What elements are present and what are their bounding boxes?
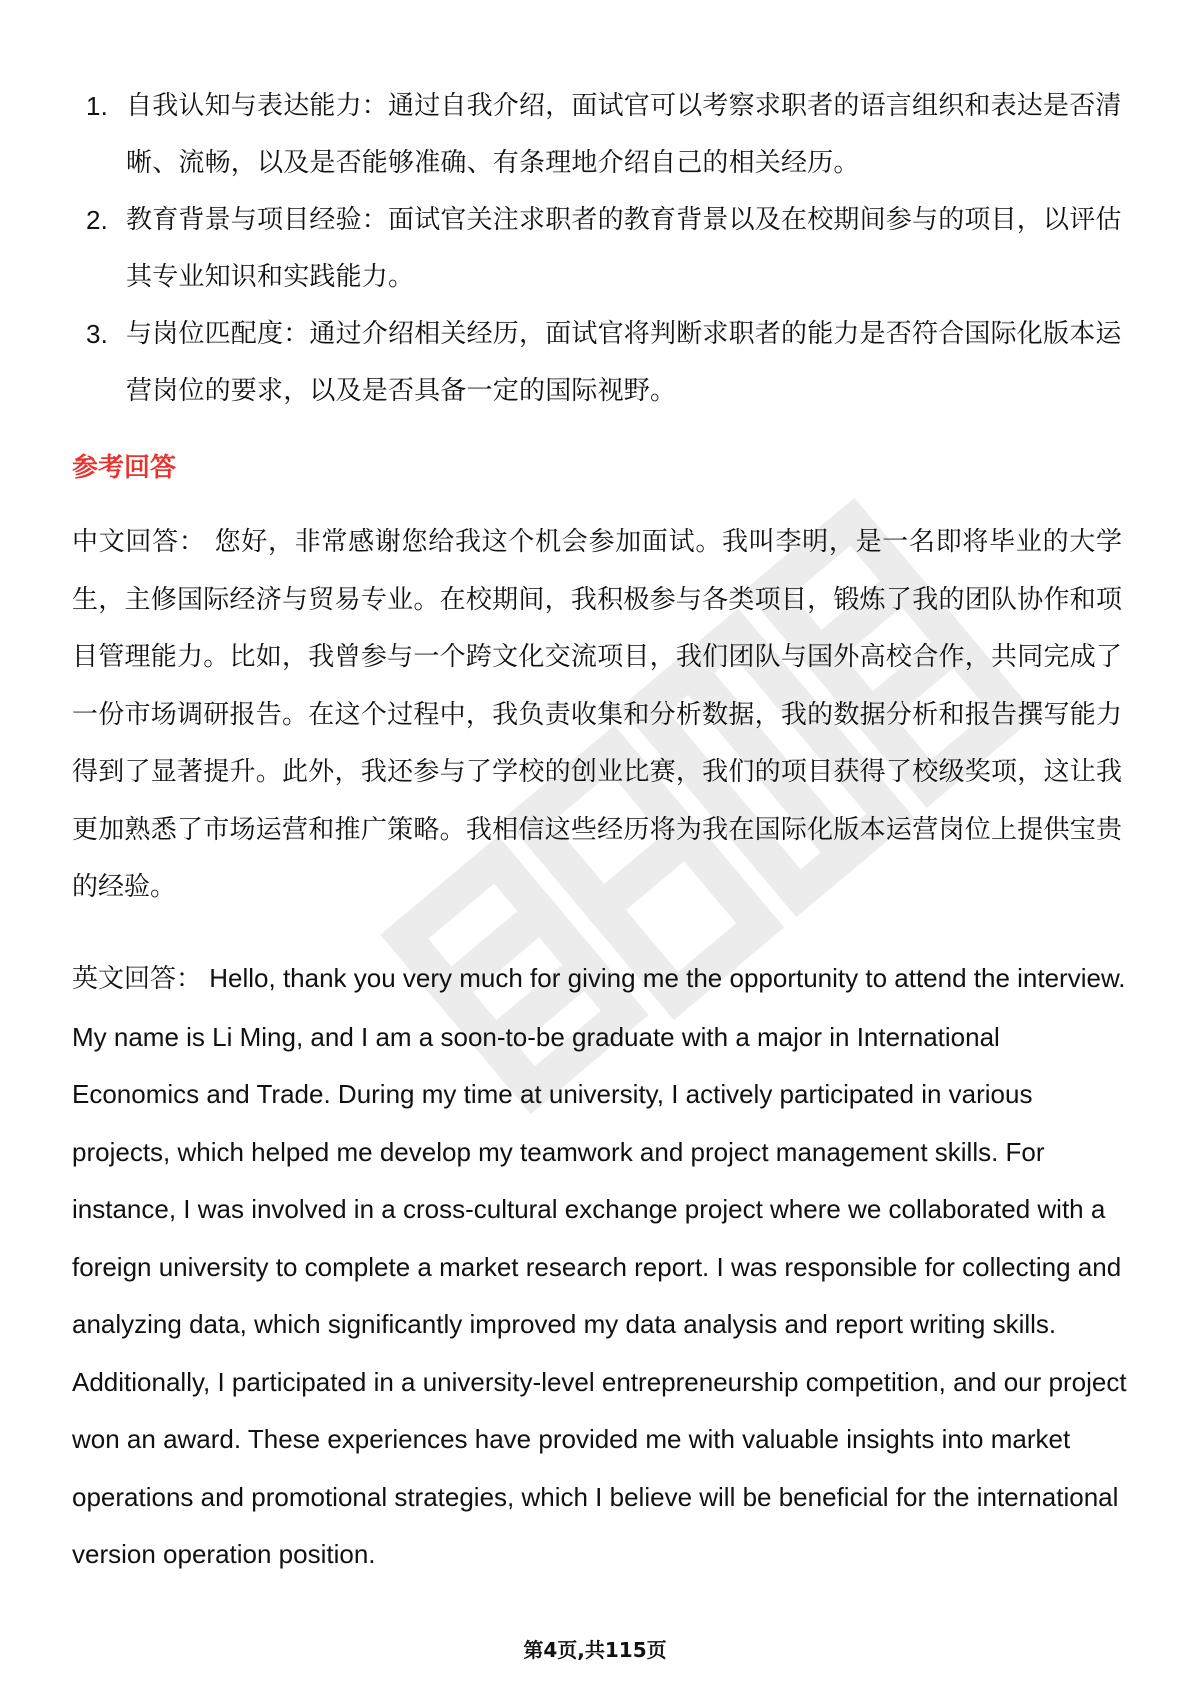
chinese-answer-label: 中文回答： <box>72 527 206 557</box>
chinese-answer-paragraph <box>72 514 1122 917</box>
list-item <box>70 192 1130 306</box>
list-item-text: 教育背景与项目经验：面试官关注求职者的教育背景以及在校期间参与的项目，以评估其专业知识和实践能力。 <box>126 205 1122 292</box>
reference-answer-heading: 参考回答 <box>72 453 177 483</box>
list-item <box>70 78 1130 192</box>
list-item-number: 1. <box>86 91 109 121</box>
list-item-text: 自我认知与表达能力：通过自我介绍，面试官可以考察求职者的语言组织和表达是否清晰、流畅，以及是否能够准确、有条理地介绍自己的相关经历。 <box>126 91 1122 178</box>
list-item-number: 2. <box>86 205 109 235</box>
english-answer-paragraph <box>72 950 1132 1584</box>
list-item <box>70 306 1130 420</box>
chinese-answer-text: 您好，非常感谢您给我这个机会参加面试。我叫李明，是一名即将毕业的大学生，主修国际经济与贸易专业。在校期间，我积极参与各类项目，锻炼了我的团队协作和项目管理能力。比如，我曾参与一个跨文化交流项目，我们团队与国外高校合作，共同完成了一份市场调研报告。在这个过程中，我负责收集和分析数据，我的数据分析和报告撰写能力得到了显著提升。此外，我还参与了学校的创业比赛，我们的项目获得了校级奖项，这让我更加熟悉了市场运营和推广策略。我相信这些经历将为我在国际化版本运营岗位上提供宝贵的经验。 <box>72 527 1122 902</box>
page-number-footer: 第4页,共115页 <box>523 1638 667 1662</box>
english-answer-text: Hello, thank you very much for giving me the opportunity to attend the interview. My name is Li Ming, and I am a soon-to-be graduate with a major in International Economics and Trade. During my time at university, I actively participated in various projects, which helped me develop my teamwork and project management skills. For instance, I was involved in a cross-cultural exchange project where we collaborated with a foreign university to complete a market research report. I was responsible for collecting and analyzing data, which significantly improved my data analysis and report writing skills. Additionally, I participated in a university-level entrepreneurship competition, and our project won an award. These experiences have provided me with valuable insights into market operations and promotional strategies, which I believe will be beneficial for the international version operation position. <box>72 963 1127 1569</box>
evaluation-points-list <box>70 78 1130 420</box>
list-item-text: 与岗位匹配度：通过介绍相关经历，面试官将判断求职者的能力是否符合国际化版本运营岗位的要求，以及是否具备一定的国际视野。 <box>126 319 1122 406</box>
english-answer-label: 英文回答： <box>72 964 203 994</box>
list-item-number: 3. <box>86 319 109 349</box>
